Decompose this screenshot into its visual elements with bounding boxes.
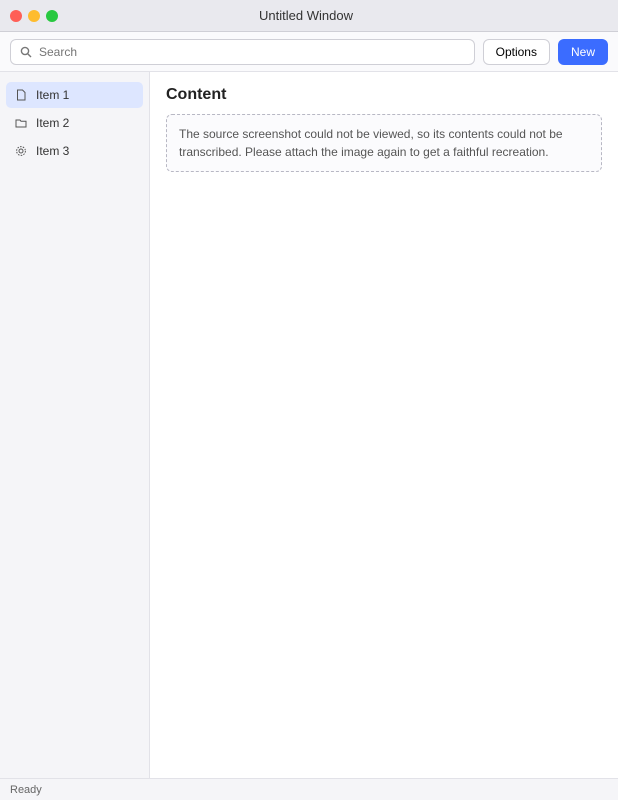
close-window-button[interactable] (10, 10, 22, 22)
sidebar-item-3[interactable] (6, 138, 143, 164)
main-content (150, 72, 618, 778)
minimize-window-button[interactable] (28, 10, 40, 22)
window-controls (10, 10, 58, 22)
sidebar-item-label: Item 1 (36, 88, 70, 102)
sidebar-item-1[interactable] (6, 82, 143, 108)
sidebar-item-label: Item 3 (36, 144, 70, 158)
status-bar (0, 778, 618, 800)
search-input[interactable] (39, 45, 466, 59)
title-bar (0, 0, 618, 32)
file-icon (14, 88, 28, 102)
page-title: Content (166, 86, 227, 103)
gear-icon (14, 144, 28, 158)
window-title: Untitled Window (259, 8, 353, 23)
sidebar-item-label: Item 2 (36, 116, 70, 130)
toolbar (0, 32, 618, 72)
sidebar-item-2[interactable] (6, 110, 143, 136)
body-area (0, 72, 618, 778)
options-button[interactable]: Options (483, 39, 550, 65)
folder-icon (14, 116, 28, 130)
search-box[interactable] (10, 39, 475, 65)
maximize-window-button[interactable] (46, 10, 58, 22)
placeholder-notice: The source screenshot could not be viewed, so its contents could not be transcribed. Please attach the image again to get a faithful recreation. (166, 114, 602, 172)
status-text: Ready (10, 783, 42, 796)
new-button[interactable]: New (558, 39, 608, 65)
sidebar (0, 72, 150, 778)
search-icon (19, 45, 33, 59)
